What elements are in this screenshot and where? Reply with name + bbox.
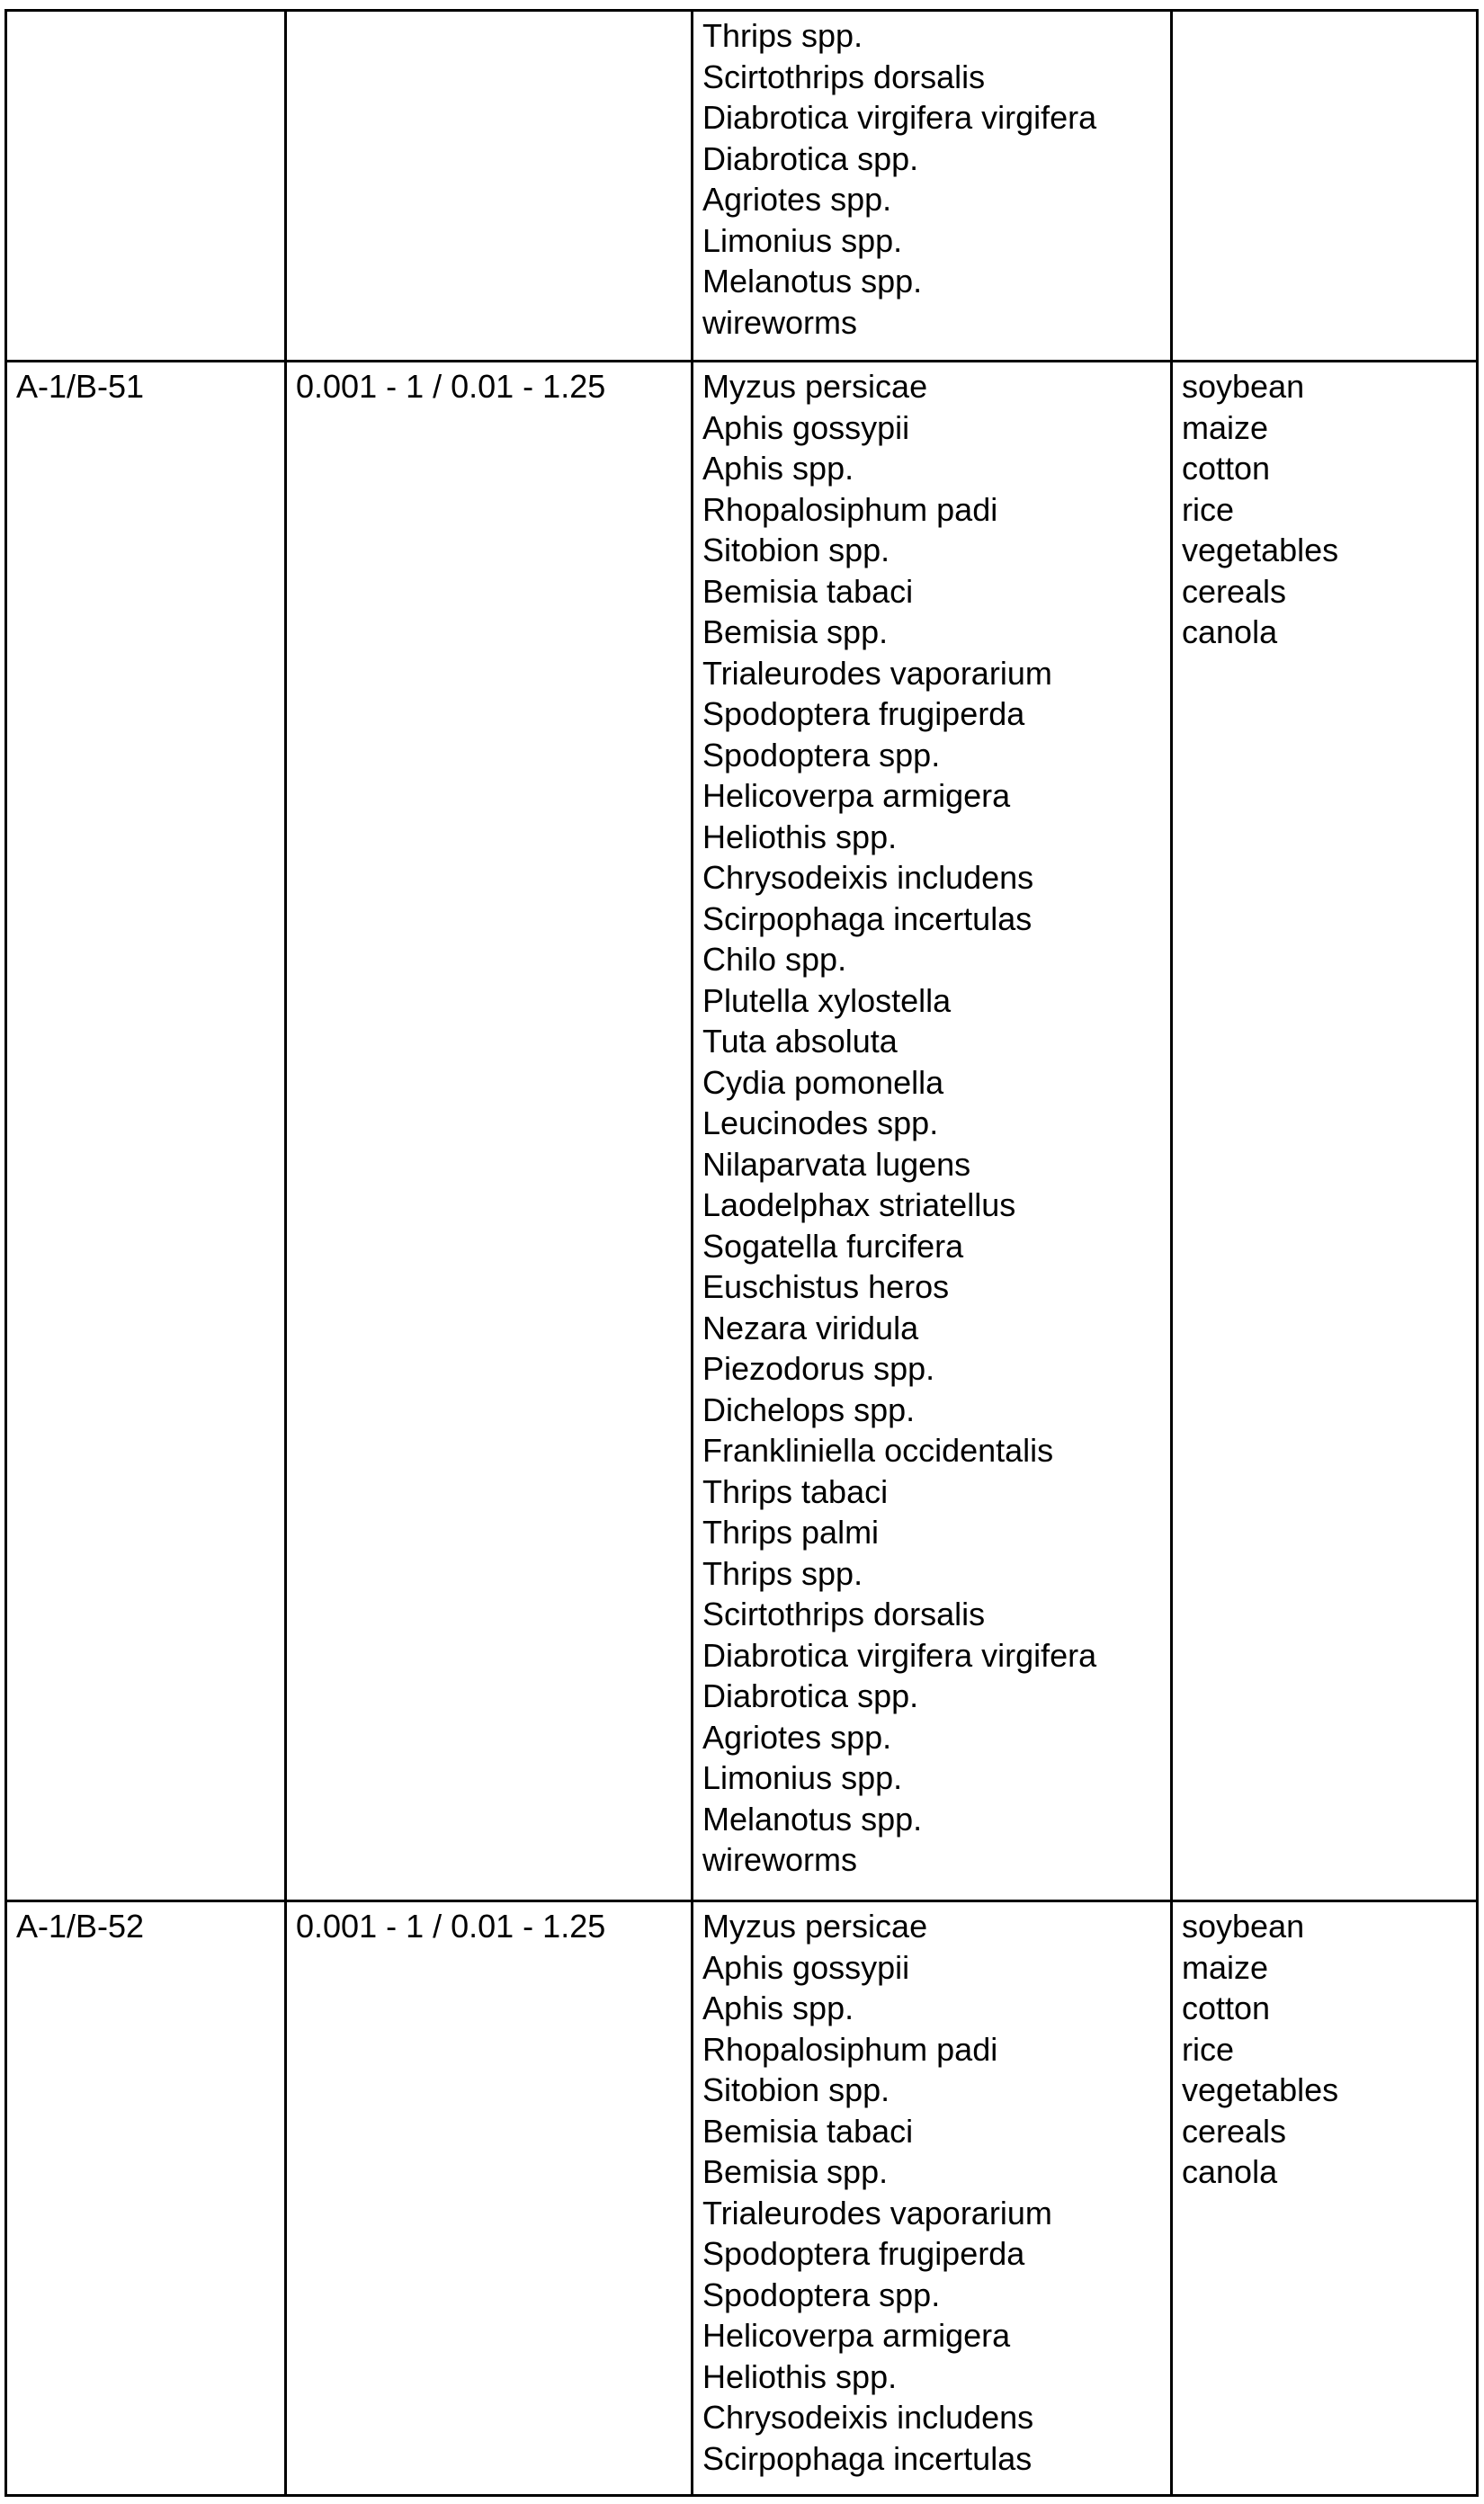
pest-name: Piezodorus spp. bbox=[702, 1348, 1161, 1390]
pest-name: Spodoptera spp. bbox=[702, 735, 1161, 776]
pest-name: Dichelops spp. bbox=[702, 1390, 1161, 1431]
pest-name: Chrysodeixis includens bbox=[702, 857, 1161, 899]
pest-name: Nilaparvata lugens bbox=[702, 1144, 1161, 1185]
pest-name: Rhopalosiphum padi bbox=[702, 489, 1161, 531]
pest-name: Helicoverpa armigera bbox=[702, 2315, 1161, 2356]
pest-name: Limonius spp. bbox=[702, 220, 1161, 262]
pest-name: Scirtothrips dorsalis bbox=[702, 57, 1161, 98]
pest-name: Trialeurodes vaporarium bbox=[702, 2193, 1161, 2234]
pest-name: Trialeurodes vaporarium bbox=[702, 653, 1161, 694]
pest-name: Thrips tabaci bbox=[702, 1471, 1161, 1513]
mixture-table bbox=[4, 9, 1479, 2497]
crops-cell bbox=[1172, 11, 1478, 362]
pest-name: Heliothis spp. bbox=[702, 817, 1161, 858]
table-row bbox=[6, 362, 1478, 1901]
crops-cell bbox=[1172, 362, 1478, 1901]
pest-name: Bemisia tabaci bbox=[702, 571, 1161, 613]
pest-name: Aphis spp. bbox=[702, 448, 1161, 489]
pest-name: Myzus persicae bbox=[702, 366, 1161, 407]
crop-name: maize bbox=[1182, 1947, 1467, 1989]
crop-name: cereals bbox=[1182, 571, 1467, 613]
pest-name: Nezara viridula bbox=[702, 1308, 1161, 1349]
pest-name: Melanotus spp. bbox=[702, 261, 1161, 302]
rate-cell: 0.001 - 1 / 0.01 - 1.25 bbox=[286, 362, 693, 1901]
pest-name: Rhopalosiphum padi bbox=[702, 2029, 1161, 2070]
pest-name: wireworms bbox=[702, 302, 1161, 344]
compound-cell bbox=[6, 11, 286, 362]
pest-name: Bemisia spp. bbox=[702, 2151, 1161, 2193]
pest-name: Bemisia spp. bbox=[702, 612, 1161, 653]
pest-name: Agriotes spp. bbox=[702, 179, 1161, 220]
pest-name: Frankliniella occidentalis bbox=[702, 1430, 1161, 1471]
pest-name: Aphis gossypii bbox=[702, 1947, 1161, 1989]
pest-name: Limonius spp. bbox=[702, 1757, 1161, 1799]
table-row bbox=[6, 1901, 1478, 2496]
pest-name: Scirpophaga incertulas bbox=[702, 899, 1161, 940]
pest-name: Thrips spp. bbox=[702, 15, 1161, 57]
crop-name: cotton bbox=[1182, 1988, 1467, 2029]
pest-name: Laodelphax striatellus bbox=[702, 1185, 1161, 1226]
crop-name: soybean bbox=[1182, 366, 1467, 407]
pest-name: Diabrotica spp. bbox=[702, 1676, 1161, 1717]
pest-name: Sitobion spp. bbox=[702, 2070, 1161, 2111]
crop-name: vegetables bbox=[1182, 530, 1467, 571]
pest-name: Chrysodeixis includens bbox=[702, 2397, 1161, 2438]
crop-name: rice bbox=[1182, 489, 1467, 531]
pest-name: Cydia pomonella bbox=[702, 1062, 1161, 1104]
pest-name: Sogatella furcifera bbox=[702, 1226, 1161, 1267]
pest-name: Heliothis spp. bbox=[702, 2356, 1161, 2398]
crop-name: soybean bbox=[1182, 1906, 1467, 1947]
table-row bbox=[6, 11, 1478, 362]
pest-name: Spodoptera frugiperda bbox=[702, 693, 1161, 735]
pests-cell bbox=[693, 11, 1172, 362]
pest-name: Scirtothrips dorsalis bbox=[702, 1594, 1161, 1635]
pest-name: Aphis spp. bbox=[702, 1988, 1161, 2029]
pest-name: Myzus persicae bbox=[702, 1906, 1161, 1947]
crop-name: rice bbox=[1182, 2029, 1467, 2070]
pest-name: Spodoptera spp. bbox=[702, 2275, 1161, 2316]
crop-name: cotton bbox=[1182, 448, 1467, 489]
pest-name: wireworms bbox=[702, 1839, 1161, 1881]
pest-name: Agriotes spp. bbox=[702, 1717, 1161, 1758]
pest-name: Diabrotica virgifera virgifera bbox=[702, 1635, 1161, 1677]
pest-name: Scirpophaga incertulas bbox=[702, 2438, 1161, 2480]
rate-cell bbox=[286, 11, 693, 362]
compound-cell: A-1/B-52 bbox=[6, 1901, 286, 2496]
crops-cell bbox=[1172, 1901, 1478, 2496]
pest-name: Thrips spp. bbox=[702, 1553, 1161, 1595]
pest-name: Melanotus spp. bbox=[702, 1799, 1161, 1840]
crop-name: canola bbox=[1182, 2151, 1467, 2193]
pest-name: Diabrotica virgifera virgifera bbox=[702, 97, 1161, 139]
pest-name: Plutella xylostella bbox=[702, 980, 1161, 1022]
crop-name: maize bbox=[1182, 407, 1467, 449]
pest-name: Leucinodes spp. bbox=[702, 1103, 1161, 1144]
pest-name: Aphis gossypii bbox=[702, 407, 1161, 449]
pest-name: Chilo spp. bbox=[702, 939, 1161, 980]
crop-name: vegetables bbox=[1182, 2070, 1467, 2111]
crop-name: canola bbox=[1182, 612, 1467, 653]
compound-cell: A-1/B-51 bbox=[6, 362, 286, 1901]
pests-cell bbox=[693, 1901, 1172, 2496]
pest-name: Diabrotica spp. bbox=[702, 139, 1161, 180]
pest-name: Tuta absoluta bbox=[702, 1021, 1161, 1062]
pest-name: Euschistus heros bbox=[702, 1266, 1161, 1308]
pests-cell bbox=[693, 362, 1172, 1901]
pest-name: Bemisia tabaci bbox=[702, 2111, 1161, 2152]
crop-name: cereals bbox=[1182, 2111, 1467, 2152]
pest-name: Sitobion spp. bbox=[702, 530, 1161, 571]
rate-cell: 0.001 - 1 / 0.01 - 1.25 bbox=[286, 1901, 693, 2496]
pest-name: Spodoptera frugiperda bbox=[702, 2233, 1161, 2275]
pest-name: Helicoverpa armigera bbox=[702, 775, 1161, 817]
pest-name: Thrips palmi bbox=[702, 1512, 1161, 1553]
